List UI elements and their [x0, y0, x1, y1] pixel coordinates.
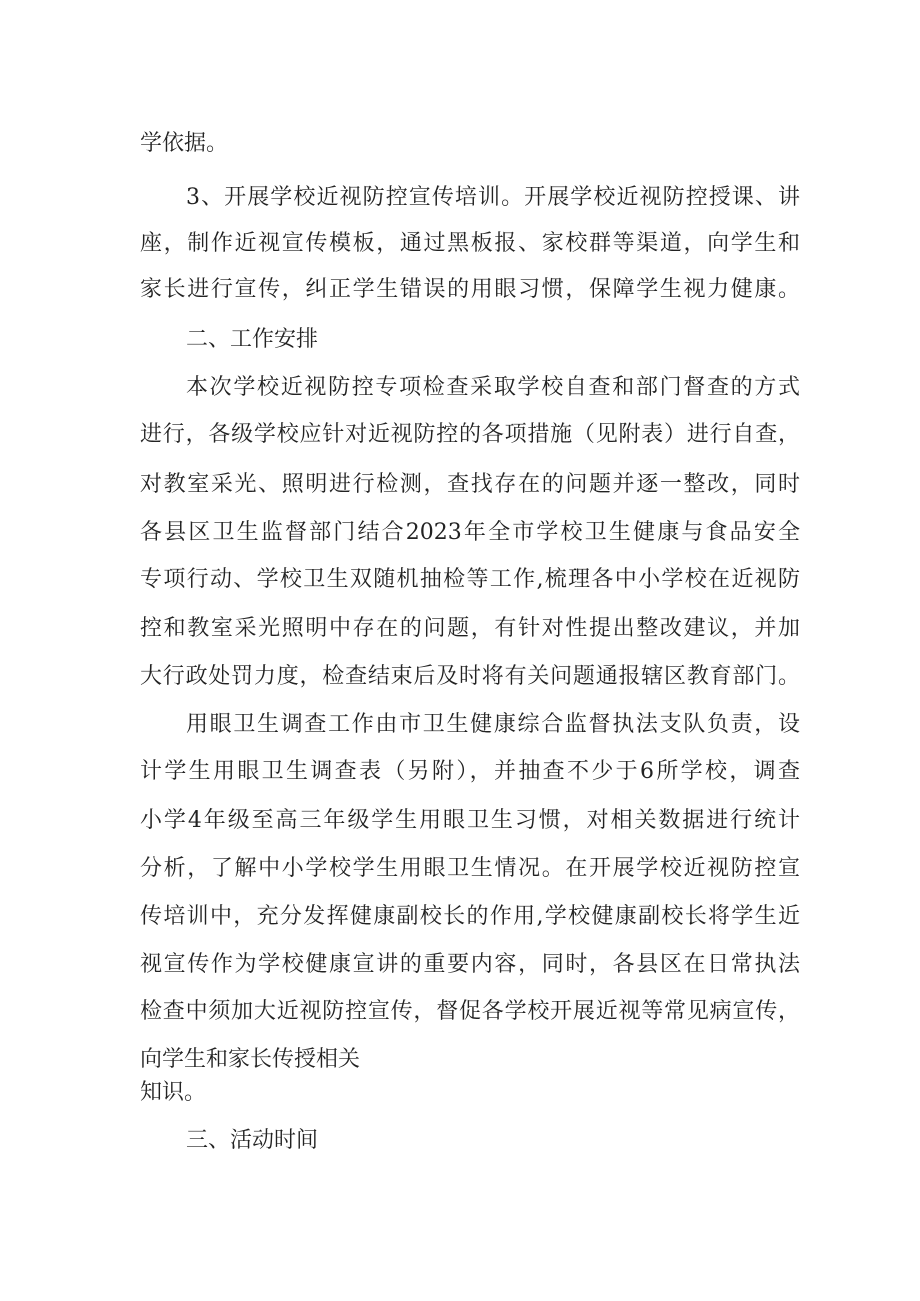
text-line: 对教室采光、照明进行检测，查找存在的问题并逐一整改，同时 [140, 472, 800, 497]
text-line: 专项行动、学校卫生双随机抽检等工作,梳理各中小学校在近视防 [140, 567, 800, 592]
text-line: 进行，各级学校应针对近视防控的各项措施（见附表）进行自查， [140, 422, 800, 447]
section-heading-activity-time: 三、活动时间 [186, 1128, 319, 1153]
text-line: 计学生用眼卫生调查表（另附），并抽查不少于6所学校，调查 [140, 759, 800, 784]
text-line-continuation: 学依据。 [140, 131, 229, 156]
text-line: 各县区卫生监督部门结合2023年全市学校卫生健康与食品安全 [140, 520, 800, 545]
text-line: 分析，了解中小学校学生用眼卫生情况。在开展学校近视防控宣 [140, 856, 800, 881]
text-line: 知识。 [140, 1080, 207, 1105]
text-line: 视宣传作为学校健康宣讲的重要内容，同时，各县区在日常执法 [140, 952, 800, 977]
text-line: 传培训中，充分发挥健康副校长的作用,学校健康副校长将学生近 [140, 904, 800, 929]
text-line: 座，制作近视宣传模板，通过黑板报、家校群等渠道，向学生和 [140, 231, 800, 256]
text-line: 小学4年级至高三年级学生用眼卫生习惯，对相关数据进行统计 [140, 808, 800, 833]
section-heading-work-arrangement: 二、工作安排 [186, 327, 319, 352]
text-line: 控和教室采光照明中存在的问题，有针对性提出整改建议，并加 [140, 616, 800, 641]
text-line: 检查中须加大近视防控宣传，督促各学校开展近视等常见病宣传， [140, 999, 800, 1024]
text-line: 大行政处罚力度，检查结束后及时将有关问题通报辖区教育部门。 [140, 664, 800, 689]
text-line: 本次学校近视防控专项检查采取学校自查和部门督查的方式 [186, 375, 800, 400]
text-line: 用眼卫生调查工作由市卫生健康综合监督执法支队负责，设 [186, 712, 800, 737]
text-line: 向学生和家长传授相关 [140, 1047, 361, 1072]
text-line-item-3: 3、开展学校近视防控宣传培训。开展学校近视防控授课、讲 [186, 185, 800, 210]
text-line: 家长进行宣传，纠正学生错误的用眼习惯，保障学生视力健康。 [140, 277, 800, 302]
